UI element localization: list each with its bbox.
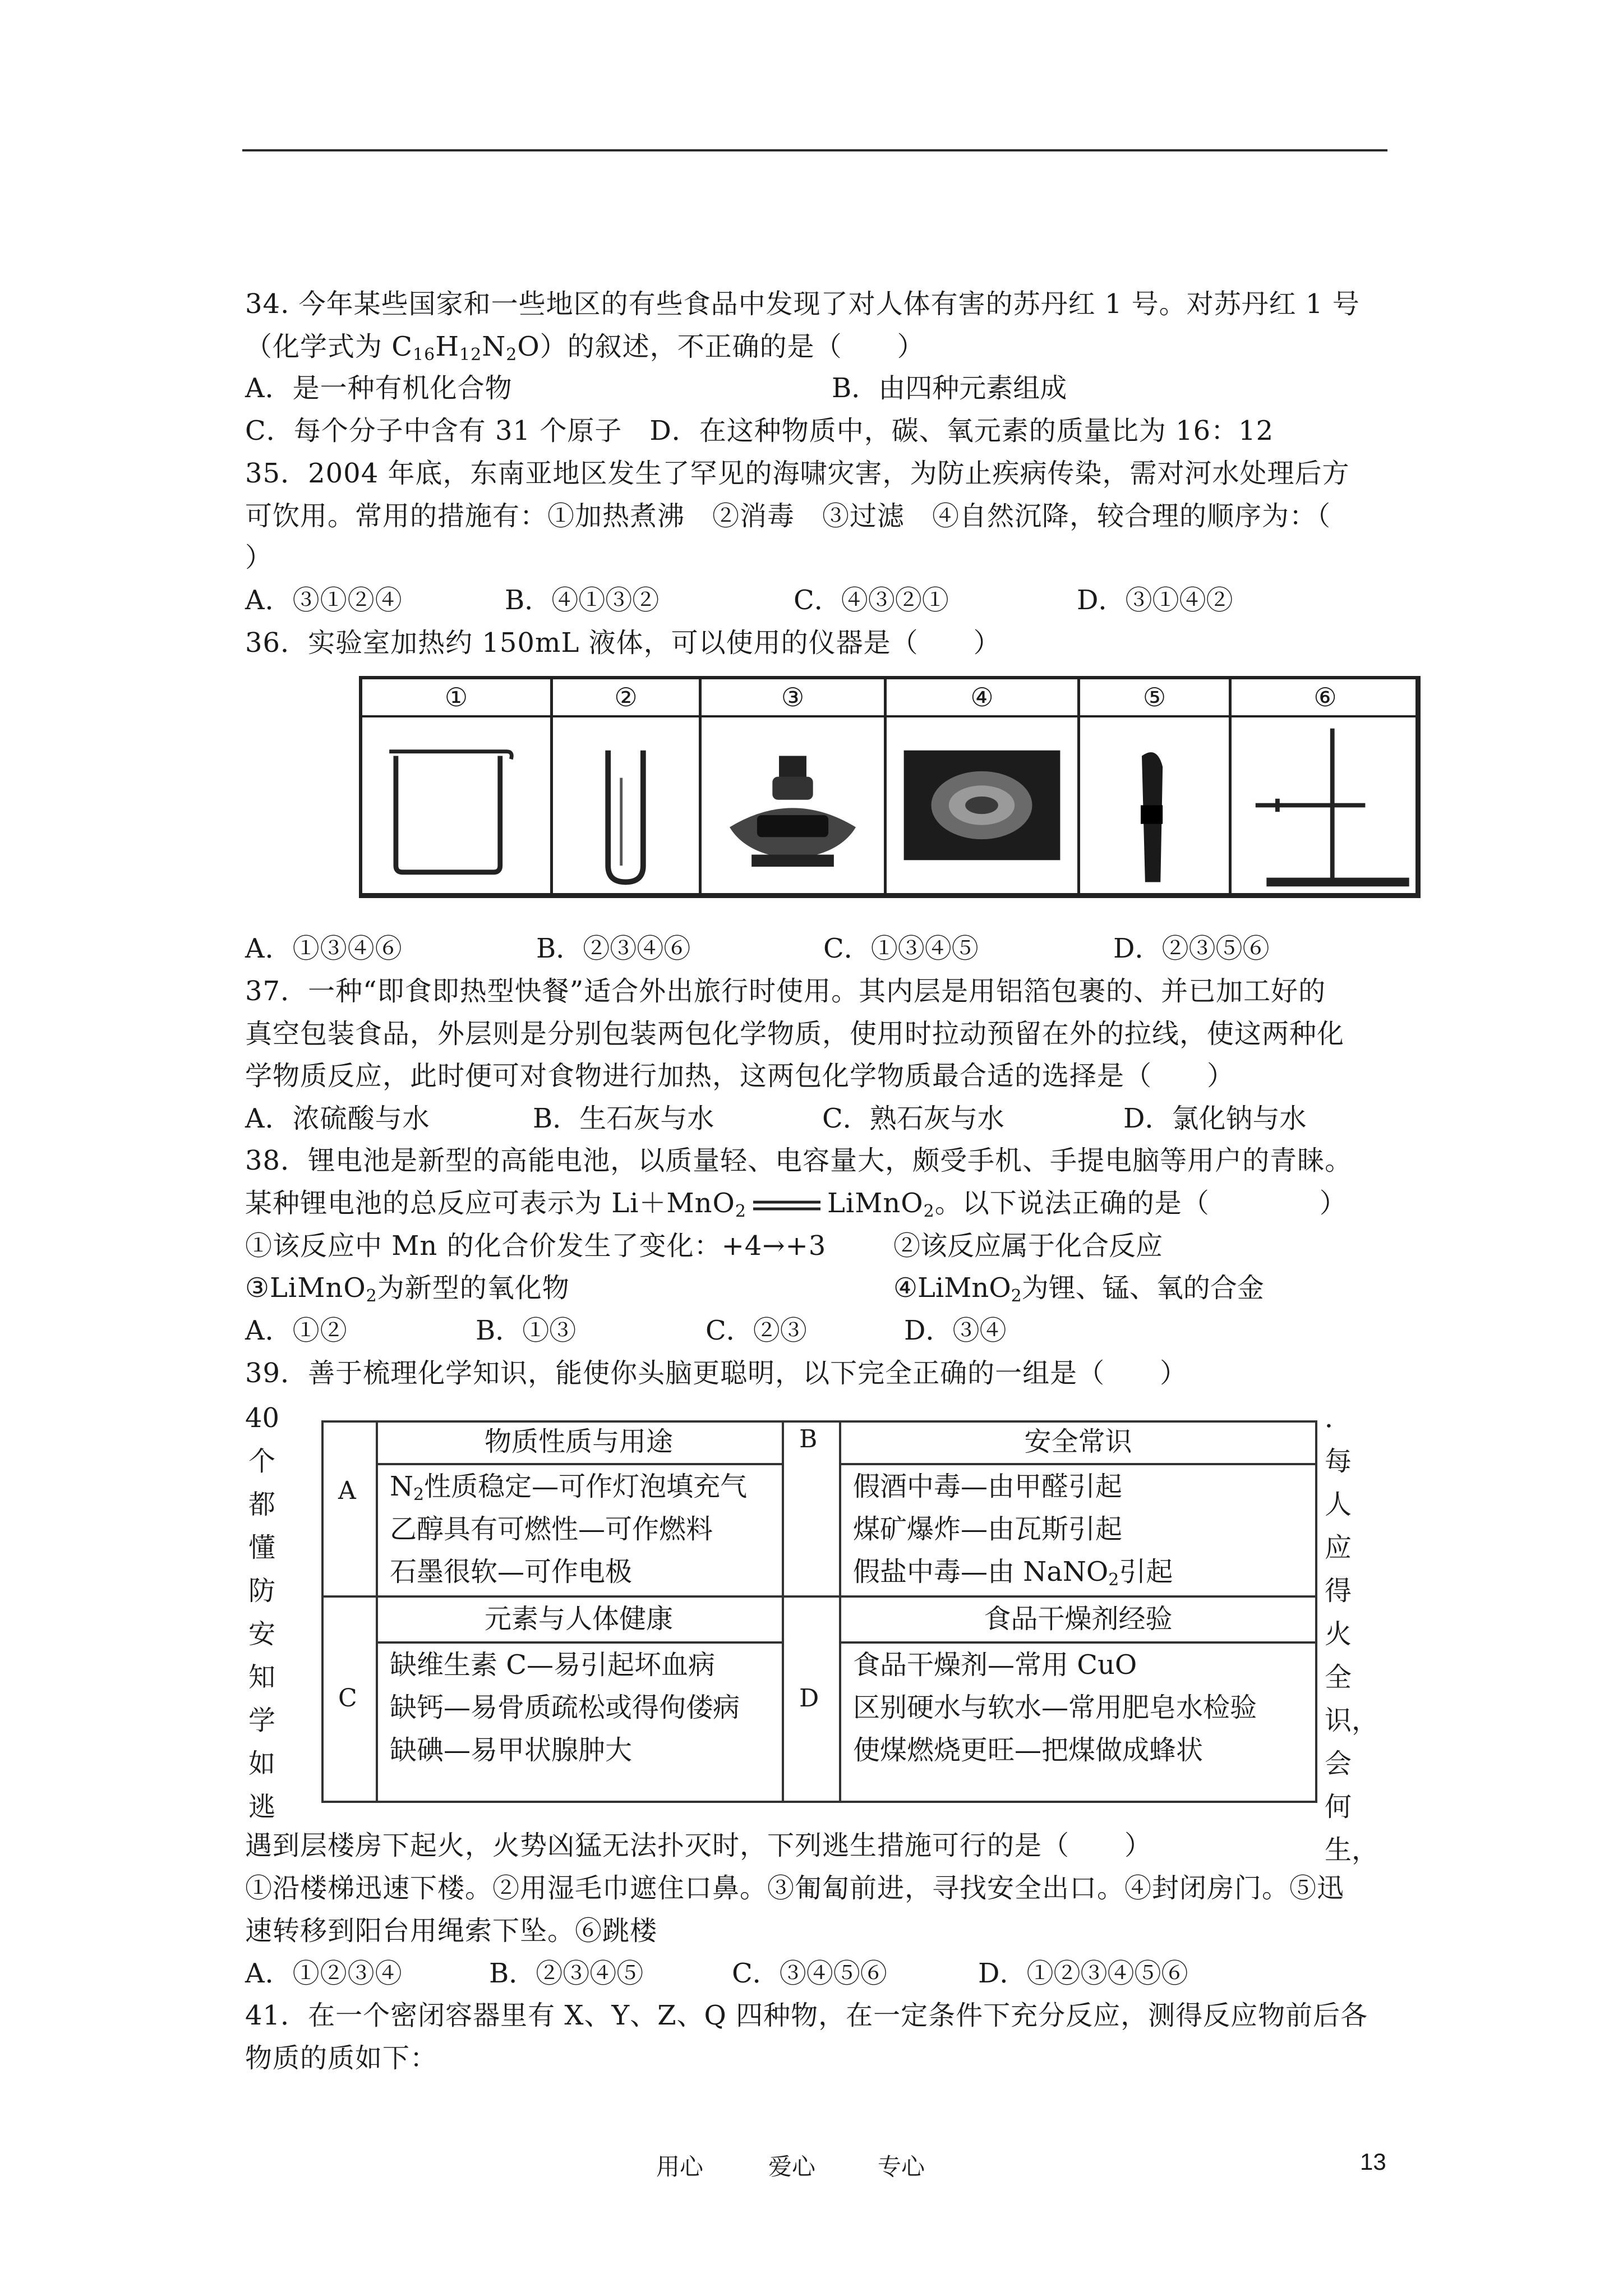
cell-a-line3: 石墨很软—可作电极 xyxy=(390,1556,633,1588)
apparatus-number: ③ xyxy=(781,682,805,712)
cell-a-line1: $N_2$性质稳定—可作灯泡填充气 xyxy=(390,1471,748,1504)
q37-option-a: A．浓硫酸与水 xyxy=(245,1103,430,1134)
test-tube-holder-icon xyxy=(1080,717,1229,893)
q37-stem-line1: 37．一种“即食即热型快餐”适合外出旅行时使用。其内层是用铝箔包裹的、并已加工好的 xyxy=(245,976,1326,1007)
beaker-icon xyxy=(362,717,550,893)
q40-option-a: A．①②③④ xyxy=(245,1958,403,1989)
apparatus-number: ① xyxy=(444,682,468,712)
apparatus-table xyxy=(359,676,1421,898)
q36-option-b: B．②③④⑥ xyxy=(536,933,691,964)
footer-motto-3: 专心 xyxy=(878,2153,925,2180)
cell-c-line1: 缺维生素 C—易引起坏血病 xyxy=(390,1649,715,1681)
heading-c: 元素与人体健康 xyxy=(484,1603,673,1635)
apparatus-tongs xyxy=(1080,679,1232,893)
cell-letter-b: B xyxy=(799,1425,818,1453)
asbestos-gauze-icon xyxy=(887,717,1077,893)
q40-stem: 遇到层楼房下起火，火势凶猛无法扑灭时，下列逃生措施可行的是（ ） xyxy=(245,1830,1152,1861)
cell-d-line1: 食品干燥剂—常用 CuO xyxy=(853,1649,1137,1681)
cell-letter-d: D xyxy=(799,1684,819,1713)
apparatus-number: ④ xyxy=(970,682,994,712)
q34-option-b: B．由四种元素组成 xyxy=(832,372,1067,404)
q37-stem-line2: 真空包装食品，外层则是分别包装两包化学物质，使用时拉动预留在外的拉线，使这两种化 xyxy=(245,1018,1345,1050)
q40-option-d: D．①②③④⑤⑥ xyxy=(978,1958,1188,1989)
cell-a-line2: 乙醇具有可燃性—可作燃料 xyxy=(390,1513,713,1545)
q36-option-a: A．①③④⑥ xyxy=(245,933,403,964)
q38-statement-3: ③LiMnO$_2$为新型的氧化物 xyxy=(245,1272,570,1306)
q35-stem-line1: 35．2004 年底，东南亚地区发生了罕见的海啸灾害，为防止疾病传染，需对河水处理后方 xyxy=(245,458,1350,489)
q41-stem-line2: 物质的质如下： xyxy=(245,2042,438,2074)
cell-letter-c: C xyxy=(338,1684,357,1713)
heading-b: 安全常识 xyxy=(1024,1426,1132,1457)
knowledge-table xyxy=(321,1420,1317,1803)
q40-right-wrap-column: ．每 人 应 得 火 全 识， 会 何 生， xyxy=(1325,1402,1379,1866)
q40-left-wrap-column: 40 个 都 懂 防 安 知 学 如 逃 xyxy=(245,1402,280,1823)
apparatus-number: ⑥ xyxy=(1313,682,1337,712)
q35-option-a: A．③①②④ xyxy=(245,585,403,616)
q40-measures-line2: 速转移到阳台用绳索下坠。⑥跳楼 xyxy=(245,1915,658,1947)
apparatus-number: ② xyxy=(614,682,638,712)
q38-option-a: A．①② xyxy=(245,1315,348,1346)
apparatus-alcohol-lamp xyxy=(702,679,887,893)
cell-b-line1: 假酒中毒—由甲醛引起 xyxy=(853,1471,1123,1502)
header-rule xyxy=(242,149,1387,151)
q40-option-c: C．③④⑤⑥ xyxy=(732,1958,887,1989)
q37-option-c: C．熟石灰与水 xyxy=(822,1103,1004,1134)
apparatus-test-tube xyxy=(553,679,702,893)
test-tube-icon xyxy=(553,717,699,893)
equals-arrow-icon xyxy=(751,1197,823,1214)
cell-b-line2: 煤矿爆炸—由瓦斯引起 xyxy=(853,1513,1123,1545)
q38-stem-line1: 38．锂电池是新型的高能电池，以质量轻、电容量大，颇受手机、手提电脑等用户的青睐。 xyxy=(245,1145,1353,1176)
q41-stem-line1: 41．在一个密闭容器里有 X、Y、Z、Q 四种物，在一定条件下充分反应，测得反应物前后各 xyxy=(245,2000,1368,2031)
q37-option-b: B．生石灰与水 xyxy=(533,1103,714,1134)
q38-option-c: C．②③ xyxy=(706,1315,807,1346)
apparatus-number: ⑤ xyxy=(1142,682,1166,712)
cell-c-line2: 缺钙—易骨质疏松或得佝偻病 xyxy=(390,1692,740,1723)
q39-stem: 39．善于梳理化学知识，能使你头脑更聪明，以下完全正确的一组是（ ） xyxy=(245,1358,1188,1389)
iron-stand-icon xyxy=(1232,717,1419,893)
q35-option-c: C．④③②① xyxy=(794,585,949,616)
q34-option-cd: C．每个分子中含有 31 个原子 D．在这种物质中，碳、氧元素的质量比为 16：12 xyxy=(245,415,1274,447)
q36-stem: 36．实验室加热约 150mL 液体，可以使用的仪器是（ ） xyxy=(245,627,1001,659)
q38-option-b: B．①③ xyxy=(476,1315,577,1346)
q38-statement-2: ②该反应属于化合反应 xyxy=(893,1230,1163,1262)
q38-equation-line: 某种锂电池的总反应可表示为 Li＋MnO$_2$ LiMnO$_2$。以下说法正确的是（ ） xyxy=(245,1188,1347,1221)
q35-stem-line3: ） xyxy=(245,542,273,573)
cell-c-line3: 缺碘—易甲状腺肿大 xyxy=(390,1734,633,1766)
cell-letter-a: A xyxy=(338,1476,356,1505)
footer-motto-2: 爱心 xyxy=(768,2153,816,2180)
q38-option-d: D．③④ xyxy=(904,1315,1007,1346)
q35-option-b: B．④①③② xyxy=(505,585,660,616)
q36-option-c: C．①③④⑤ xyxy=(823,933,979,964)
cell-b-line3: 假盐中毒—由 NaNO$_2$引起 xyxy=(853,1556,1173,1590)
q40-measures-line1: ①沿楼梯迅速下楼。②用湿毛巾遮住口鼻。③匍匐前进，寻找安全出口。④封闭房门。⑤迅 xyxy=(245,1872,1345,1904)
apparatus-iron-stand xyxy=(1232,679,1419,893)
q34-option-a: A．是一种有机化合物 xyxy=(245,372,513,404)
apparatus-beaker xyxy=(362,679,553,893)
q37-option-d: D．氯化钠与水 xyxy=(1123,1103,1307,1134)
q40-option-b: B．②③④⑤ xyxy=(489,1958,644,1989)
q36-option-d: D．②③⑤⑥ xyxy=(1113,933,1270,964)
cell-d-line3: 使煤燃烧更旺—把煤做成蜂状 xyxy=(853,1734,1204,1766)
q34-stem-line1: 34. 今年某些国家和一些地区的有些食品中发现了对人体有害的苏丹红 1 号。对苏丹红 1 号 xyxy=(245,288,1360,320)
q37-stem-line3: 学物质反应，此时便可对食物进行加热，这两包化学物质最合适的选择是（ ） xyxy=(245,1060,1235,1092)
q34-stem-line2: （化学式为 $C_{16}H_{12}N_2O$）的叙述，不正确的是（ ） xyxy=(245,331,925,365)
q35-stem-line2: 可饮用。常用的措施有：①加热煮沸 ②消毒 ③过滤 ④自然沉降，较合理的顺序为：（ xyxy=(245,500,1331,532)
page-number: 13 xyxy=(1360,2148,1386,2175)
q38-statement-1: ①该反应中 Mn 的化合价发生了变化：+4→+3 xyxy=(245,1230,827,1262)
alcohol-lamp-icon xyxy=(702,717,884,893)
q35-option-d: D．③①④② xyxy=(1077,585,1233,616)
heading-d: 食品干燥剂经验 xyxy=(984,1603,1173,1635)
cell-d-line2: 区别硬水与软水—常用肥皂水检验 xyxy=(853,1692,1257,1723)
heading-a: 物质性质与用途 xyxy=(484,1426,673,1457)
q38-statement-4: ④LiMnO$_2$为锂、锰、氧的合金 xyxy=(893,1272,1264,1306)
apparatus-asbestos-gauze xyxy=(887,679,1080,893)
footer-motto-1: 用心 xyxy=(656,2153,704,2180)
